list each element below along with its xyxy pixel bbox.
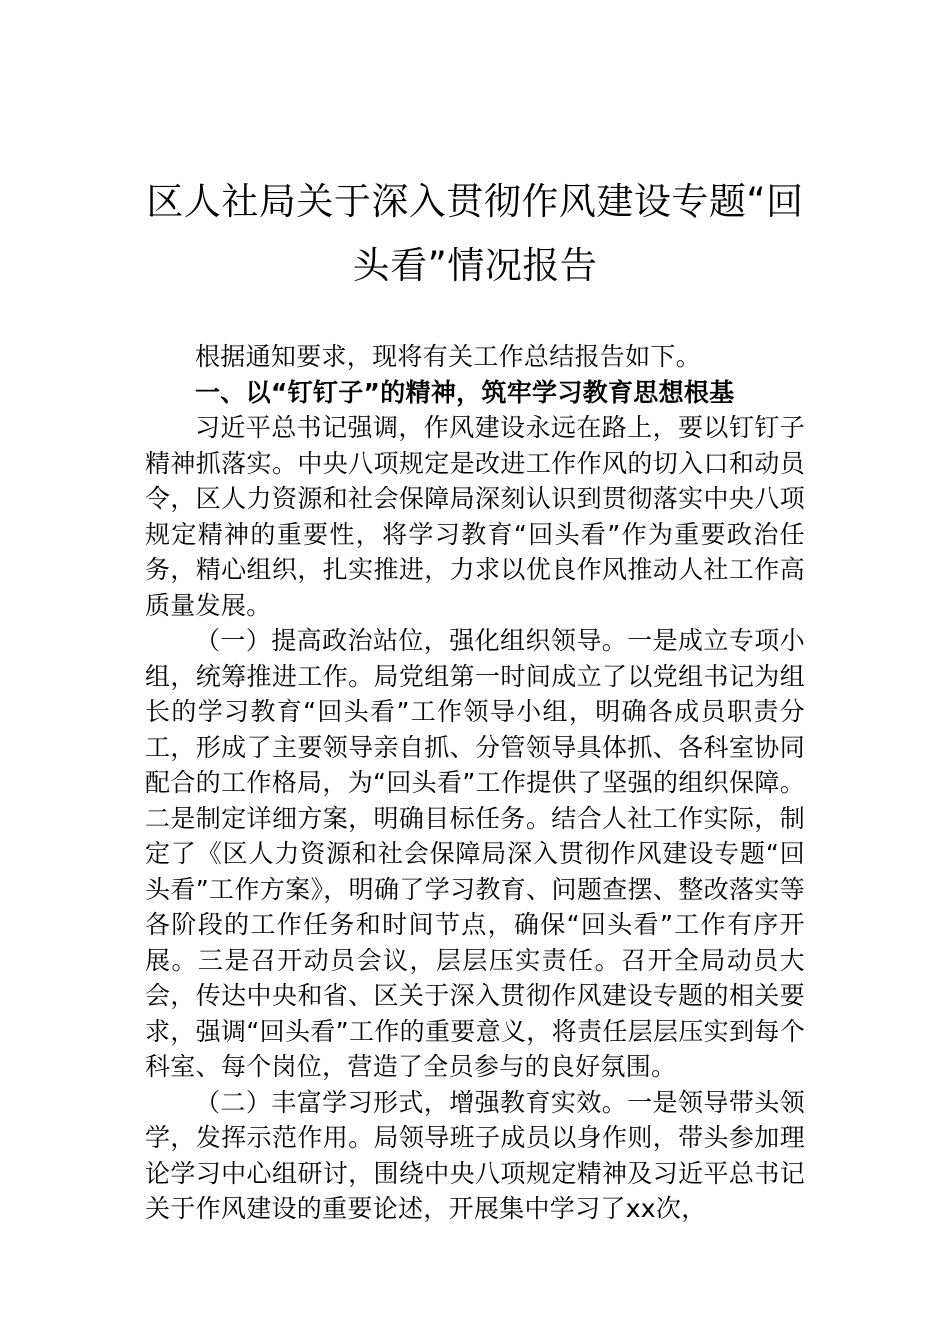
document-body	[145, 339, 805, 1227]
body-paragraph-3: （二）丰富学习形式，增强教育实效。一是领导带头领学，发挥示范作用。局领导班子成员以身作则，带头参加理论学习中心组研讨，围绕中央八项规定精神及习近平总书记关于作风建设的重要论述，开展集中学习了xx次，	[145, 1087, 805, 1223]
body-paragraph-1: 习近平总书记强调，作风建设永远在路上，要以钉钉子精神抓落实。中央八项规定是改进工作作风的切入口和动员令，区人力资源和社会保障局深刻认识到贯彻落实中央八项规定精神的重要性，将学习教育“回头看”作为重要政治任务，精心组织，扎实推进，力求以优良作风推动人社工作高质量发展。	[145, 413, 805, 620]
intro-paragraph: 根据通知要求，现将有关工作总结报告如下。	[195, 342, 702, 371]
body-paragraph-2: （一）提高政治站位，强化组织领导。一是成立专项小组，统筹推进工作。局党组第一时间成立了以党组书记为组长的学习教育“回头看”工作领导小组，明确各成员职责分工，形成了主要领导亲自抓、分管领导具体抓、各科室协同配合的工作格局，为“回头看”工作提供了坚强的组织保障。二是制定详细方案，明确目标任务。结合人社工作实际，制定了《区人力资源和社会保障局深入贯彻作风建设专题“回头看”工作方案》，明确了学习教育、问题查摆、整改落实等各阶段的工作任务和时间节点，确保“回头看”工作有序开展。三是召开动员会议，层层压实责任。召开全局动员大会，传达中央和省、区关于深入贯彻作风建设专题的相关要求，强调“回头看”工作的重要意义，将责任层层压实到每个科室、每个岗位，营造了全员参与的良好氛围。	[145, 626, 805, 1081]
section-heading-1: 一、以“钉钉子”的精神，筑牢学习教育思想根基	[195, 377, 735, 407]
document-title: 区人社局关于深入贯彻作风建设专题“回头看”情况报告	[146, 180, 804, 287]
